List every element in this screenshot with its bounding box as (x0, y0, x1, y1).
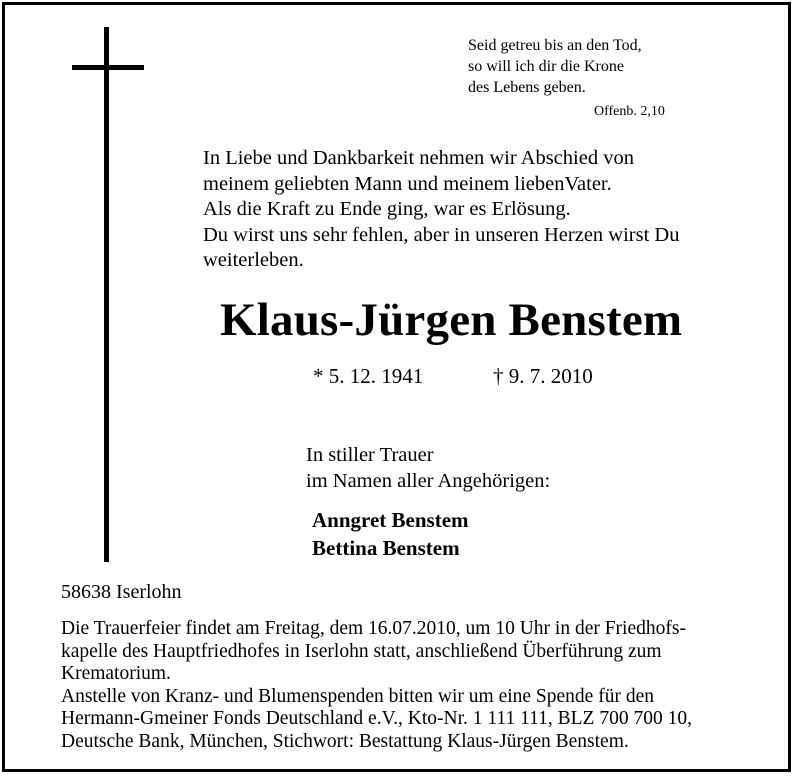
intro-line: meinem geliebten Mann und meinem liebenVater. (203, 172, 612, 195)
verse-line: so will ich dir die Krone (468, 58, 624, 75)
intro-line: weiterleben. (203, 249, 304, 271)
survivor-name: Bettina Benstem (312, 536, 460, 560)
deceased-name: Klaus-Jürgen Benstem (220, 294, 683, 346)
notice-line: kapelle des Hauptfriedhofes in Iserlohn statt, anschließend Überführung zum (61, 640, 662, 662)
survivor-name: Anngret Benstem (312, 508, 469, 532)
notice-line: Hermann-Gmeiner Fonds Deutschland e.V., Kto-Nr. 1 111 111, BLZ 700 700 10, (61, 708, 692, 729)
birth-date: * 5. 12. 1941 (313, 364, 424, 388)
mourning-line: im Namen aller Angehörigen: (306, 469, 551, 492)
bible-verse (468, 35, 642, 98)
verse-reference: Offenb. 2,10 (594, 104, 665, 119)
notice-line: Die Trauerfeier findet am Freitag, dem 16.07.2010, um 10 Uhr in der Friedhofs- (61, 618, 686, 639)
notice-line: Deutsche Bank, München, Stichwort: Bestattung Klaus-Jürgen Benstem. (61, 730, 629, 752)
verse-line: Seid getreu bis an den Tod, (468, 37, 642, 54)
verse-line: des Lebens geben. (468, 79, 586, 96)
mourning-line: In stiller Trauer (306, 444, 434, 466)
intro-line: In Liebe und Dankbarkeit nehmen wir Abschied von (203, 147, 634, 169)
funeral-notice (61, 618, 692, 753)
survivors-list (312, 506, 469, 562)
notice-line: Krematorium. (61, 663, 171, 684)
intro-line: Du wirst uns sehr fehlen, aber in unseren Herzen wirst Du (203, 223, 680, 246)
location: 58638 Iserlohn (61, 581, 182, 603)
intro-text (203, 146, 680, 274)
notice-line: Anstelle von Kranz- und Blumenspenden bitten wir um eine Spende für den (61, 685, 654, 707)
mourning-text (306, 443, 550, 494)
death-date: † 9. 7. 2010 (493, 364, 593, 388)
intro-line: Als die Kraft zu Ende ging, war es Erlösung. (203, 198, 571, 220)
